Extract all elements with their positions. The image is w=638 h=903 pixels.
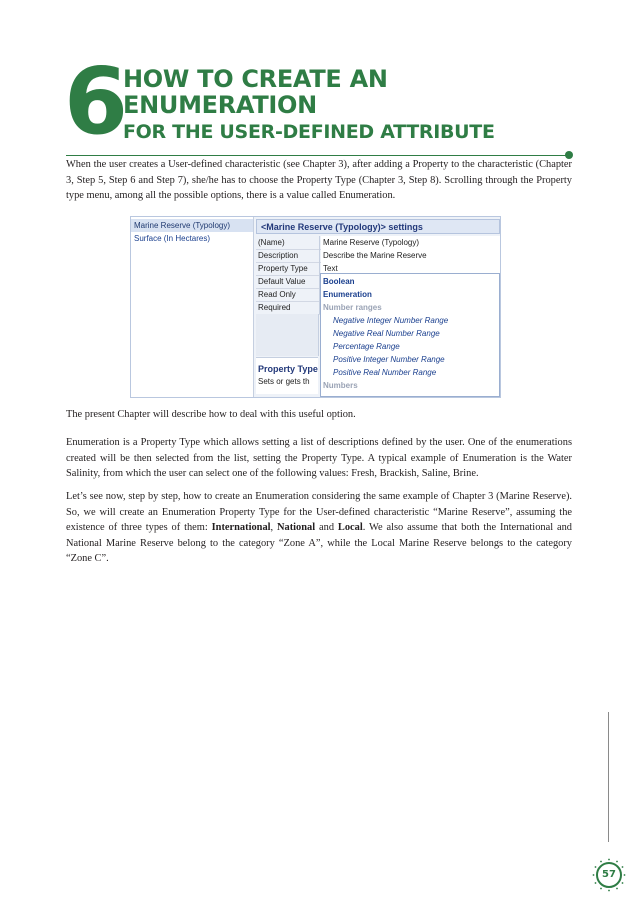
body-paragraph: The present Chapter will describe how to deal with this useful option.: [66, 409, 356, 420]
dropdown-item-boolean: Boolean: [323, 277, 355, 286]
grid-row-name: Description: [258, 251, 299, 260]
text-span: . We also assume that both the International and National Marine Reserve belong to the category “Zone A”, while the Local Marine Reserve belongs to the category “Zone C”.: [66, 522, 572, 565]
settings-title: <Marine Reserve (Typology)> settings: [256, 219, 500, 234]
intro-paragraph: When the user creates a User-defined characteristic (see Chapter 3), after adding a Property to the characteristic (Chapter 3, Step 5, Step 6 and Step 7), she/he has to choose the Property Type (Chapter 3, Step 8). Scrolling through the Property type menu, among all the possible options, there is a value called Enumeration.: [66, 159, 572, 202]
grid-row-name: Default Value: [258, 277, 306, 286]
chapter-title-line-2: ENUMERATION: [123, 91, 317, 119]
bold-term: National: [277, 522, 316, 534]
settings-screenshot: [130, 216, 501, 398]
grid-row-name: Required: [258, 303, 291, 312]
grid-row-value: Text: [321, 262, 501, 275]
list-item: Surface (In Hectares): [134, 234, 211, 243]
body-paragraph: Enumeration is a Property Type which allows setting a list of descriptions defined by the user. One of the enumerations created will be then selected from the list, setting the Property Type. A typical example of Enumeration is the Water Salinity, from which the user can select one of the following values: Fresh, Brackish, Saline, Brine.: [66, 437, 572, 480]
text-span: ,: [270, 522, 278, 534]
settings-panel: [254, 217, 500, 397]
help-text: Sets or gets th: [258, 377, 310, 386]
dropdown-group: Numbers: [323, 381, 358, 390]
characteristic-list: [131, 217, 254, 397]
grid-row-value: Describe the Marine Reserve: [321, 249, 501, 262]
grid-row-value: Marine Reserve (Typology): [321, 236, 501, 249]
chapter-number: 6: [64, 48, 127, 155]
help-box: [256, 357, 318, 394]
grid-row-name: Read Only: [258, 290, 296, 299]
grid-row: [256, 236, 500, 250]
chapter-title-line-1: HOW TO CREATE AN: [123, 65, 388, 93]
grid-empty-area: [256, 314, 319, 356]
dropdown-item: Positive Integer Number Range: [333, 355, 445, 364]
grid-row-name: (Name): [258, 238, 285, 247]
margin-line: [608, 712, 609, 842]
dropdown-group: Number ranges: [323, 303, 382, 312]
text-span: and: [315, 522, 338, 534]
grid-row-name: Property Type: [258, 264, 308, 273]
bold-term: International: [211, 522, 271, 534]
chapter-subtitle: FOR THE USER-DEFINED ATTRIBUTE: [123, 121, 495, 143]
list-item: Marine Reserve (Typology): [131, 219, 253, 232]
help-title: Property Type: [258, 364, 318, 374]
dropdown-item: Negative Integer Number Range: [333, 316, 449, 325]
property-type-dropdown: [320, 273, 500, 397]
page-number: 57: [602, 869, 616, 880]
body-paragraph: [66, 489, 572, 567]
dropdown-item: Negative Real Number Range: [333, 329, 440, 338]
heading-rule: [66, 155, 569, 156]
text-span: Let’s see now, step by step, how to create an Enumeration considering the same example of Chapter 3 (Marine Reserve). So, we will create an Enumeration Property Type for the User-defined characteristic “Marine Reserve”, assuming the existence of three types of them:: [66, 491, 572, 534]
dropdown-item-enumeration: Enumeration: [323, 290, 372, 299]
grid-row: [256, 249, 500, 263]
dropdown-item: Percentage Range: [333, 342, 400, 351]
bold-term: Local: [337, 522, 363, 534]
dropdown-item: Positive Real Number Range: [333, 368, 437, 377]
